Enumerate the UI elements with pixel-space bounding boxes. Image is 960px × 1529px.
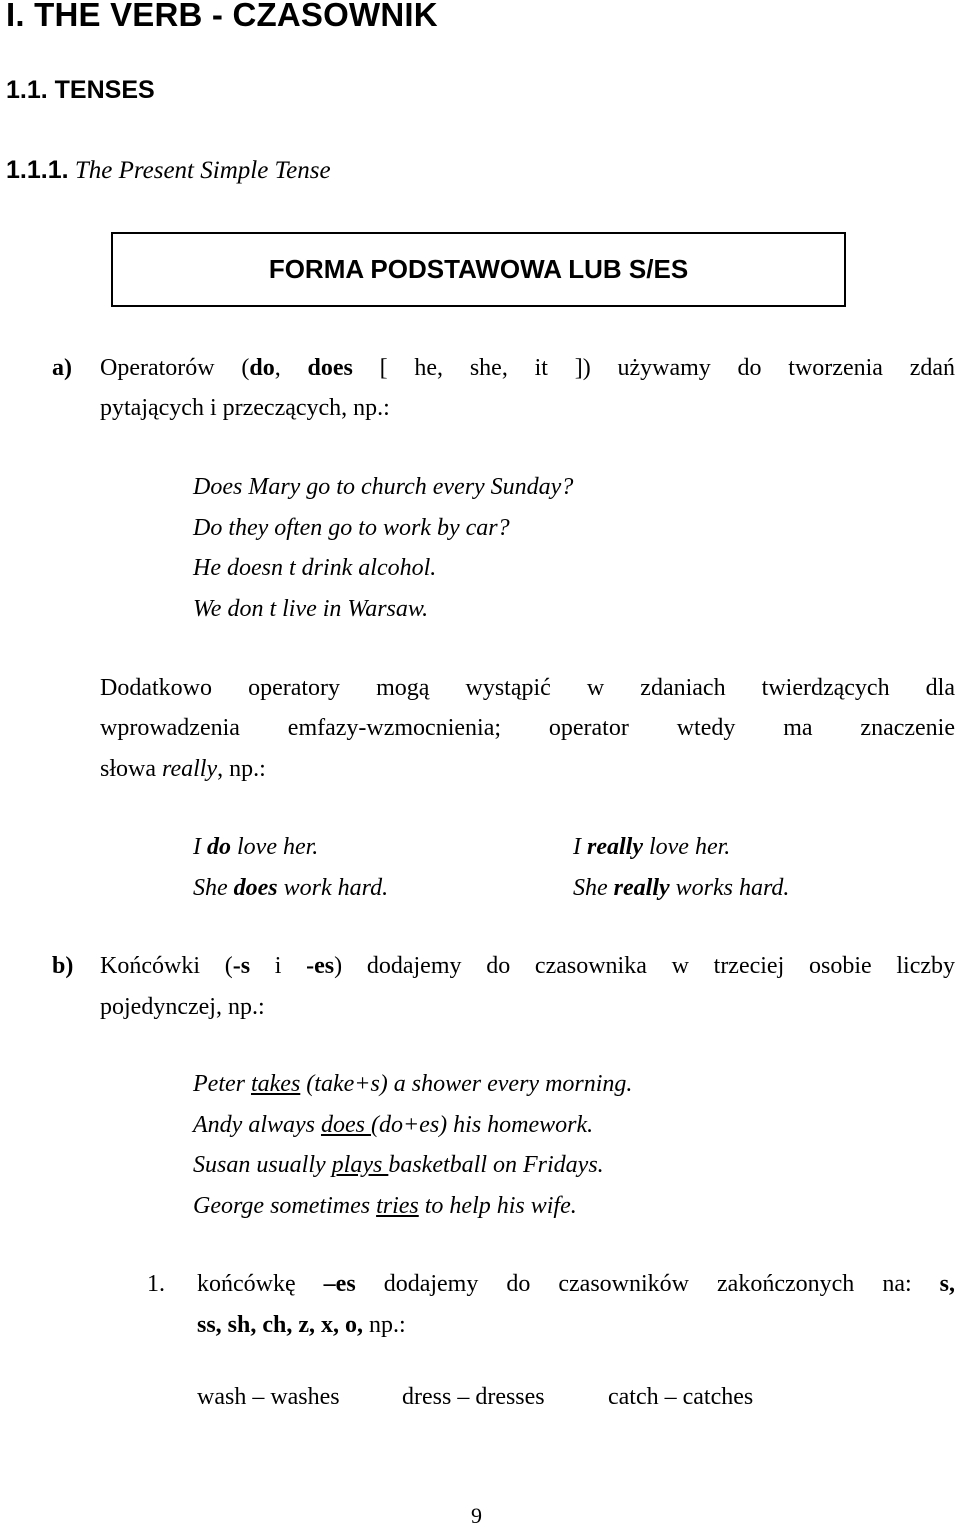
word-pair: catch – catches (608, 1384, 754, 1410)
example-sentence: I do love her. (193, 834, 319, 860)
section-a-line1: Operatorów (do, does [ he, she, it ]) używamy do tworzenia zdań (100, 355, 956, 381)
example-sentence: Do they often go to work by car? (193, 514, 510, 541)
section-b-line2: pojedynczej, np.: (100, 994, 265, 1020)
chapter-heading: I. THE VERB - CZASOWNIK (6, 0, 438, 33)
rule-line1: końcówkę –es dodajemy do czasowników zakończonych na: s, (197, 1271, 956, 1297)
section-a-line2: pytających i przeczących, np.: (100, 395, 390, 421)
section-a-marker: a) (52, 355, 72, 381)
example-sentence: George sometimes tries to help his wife. (193, 1192, 577, 1219)
example-sentence: Peter takes (take+s) a shower every morning. (193, 1071, 633, 1097)
rule-line2: ss, sh, ch, z, x, o, np.: (197, 1312, 406, 1338)
form-title-box (111, 232, 846, 307)
emphasis-line2: wprowadzenia emfazy-wzmocnienia; operator wtedy ma znaczenie (100, 715, 955, 741)
emphasis-line1: Dodatkowo operatory mogą wystąpić w zdaniach twierdzących dla (100, 675, 955, 701)
page-number: 9 (471, 1503, 482, 1528)
example-sentence: I really love her. (573, 834, 731, 860)
word-pair: wash – washes (197, 1384, 340, 1410)
example-sentence: Andy always does (do+es) his homework. (193, 1111, 594, 1138)
section-b-examples (193, 1064, 632, 1226)
example-sentence: He doesn t drink alcohol. (193, 555, 437, 581)
emphasis-examples-left (193, 827, 388, 908)
subsection-heading (6, 156, 331, 185)
section-b-marker: b) (52, 953, 74, 979)
subsection-number: 1.1.1. (6, 156, 69, 184)
example-sentence: She really works hard. (573, 874, 790, 901)
example-sentence: She does work hard. (193, 874, 389, 901)
section-a-examples (193, 467, 573, 629)
example-sentence: Does Mary go to church every Sunday? (193, 474, 574, 500)
subsection-title: The Present Simple Tense (74, 157, 331, 184)
emphasis-line3: słowa really, np.: (100, 756, 266, 782)
section-b-line1: Końcówki (-s i -es) dodajemy do czasownika w trzeciej osobie liczby (100, 953, 955, 979)
emphasis-examples-right (573, 827, 789, 908)
form-title: FORMA PODSTAWOWA LUB S/ES (268, 254, 689, 284)
word-pair: dress – dresses (402, 1384, 545, 1410)
rule-number: 1. (147, 1271, 165, 1297)
example-sentence: Susan usually plays basketball on Fridays. (193, 1152, 604, 1178)
example-sentence: We don t live in Warsaw. (193, 595, 429, 622)
section-heading: 1.1. TENSES (6, 76, 155, 104)
